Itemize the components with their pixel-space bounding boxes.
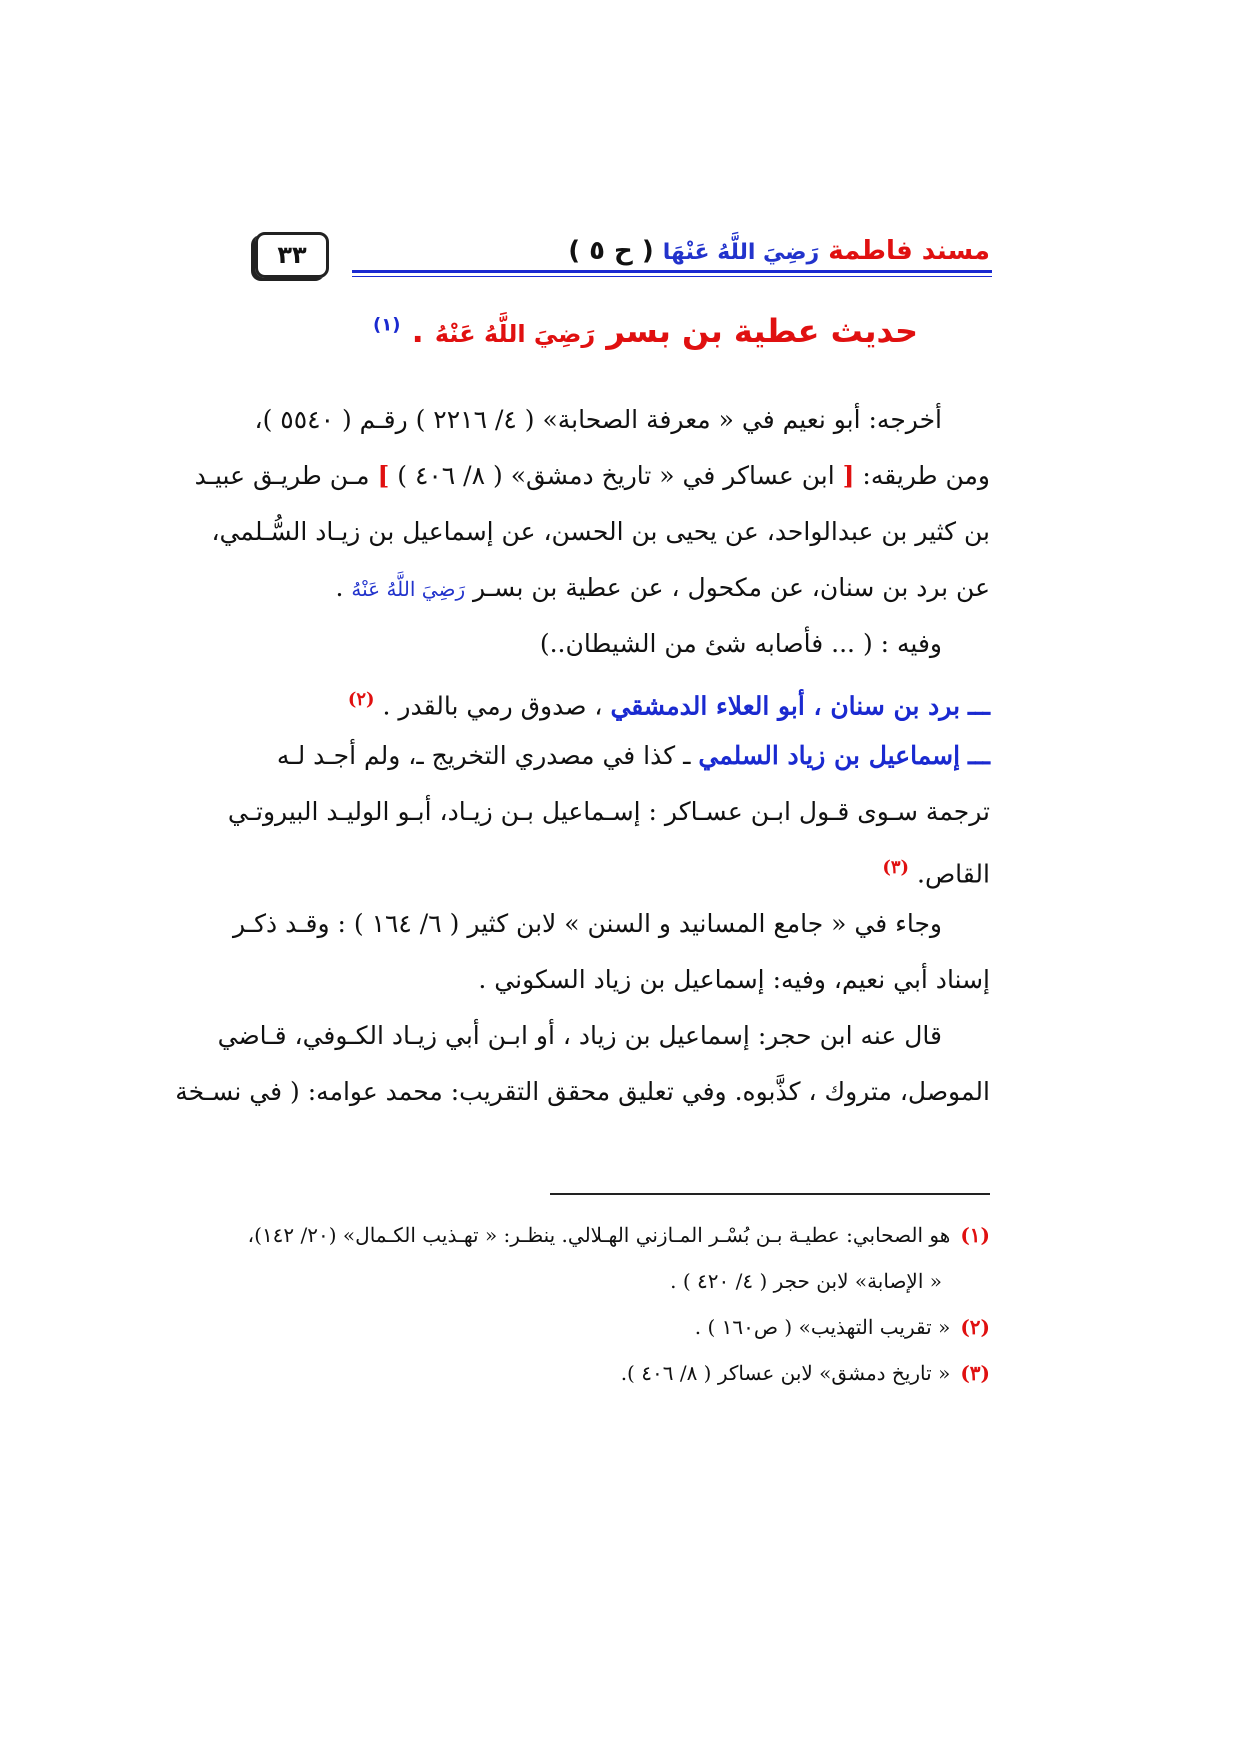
body-line: ترجمة سـوى قـول ابـن عسـاكر : إسـماعيل بـن زيـاد، أبـو الوليـد البيروتـي bbox=[227, 797, 990, 826]
bracket-open: [ bbox=[842, 461, 855, 490]
section-title-honorific: رَضِيَ اللَّهُ عَنْهُ bbox=[434, 320, 596, 348]
text-run: ابن عساكر في « تاريخ دمشق» ( ٨/ ٤٠٦ ) bbox=[389, 461, 843, 490]
running-head bbox=[568, 236, 990, 266]
honorific-inline: رَضِيَ اللَّهُ عَنْهُ bbox=[351, 577, 466, 601]
body-line: قال عنه ابن حجر: إسماعيل بن زياد ، أو ابـن أبي زيـاد الكـوفي، قـاضي bbox=[217, 1021, 942, 1050]
body-line bbox=[250, 672, 990, 728]
body-line: إسناد أبي نعيم، وفيه: إسماعيل بن زياد السكوني . bbox=[478, 965, 990, 994]
header-rule bbox=[352, 270, 992, 273]
footnote-ref-2[interactable]: (٢) bbox=[347, 689, 375, 710]
body-line: بن كثير بن عبدالواحد، عن يحيى بن الحسن، عن إسماعيل بن زيـاد السُّـلمي، bbox=[211, 517, 990, 546]
narrator-dash: ـــ bbox=[968, 691, 990, 721]
running-head-title: مسند فاطمة bbox=[828, 236, 990, 266]
running-head-honorific: رَضِيَ اللَّهُ عَنْهَا bbox=[662, 240, 820, 265]
footnote-text: « الإصابة» لابن حجر ( ٤/ ٤٢٠ ) . bbox=[670, 1269, 942, 1293]
text-run: . bbox=[335, 573, 352, 602]
body-line: أخرجه: أبو نعيم في « معرفة الصحابة» ( ٤/ ٢٢١٦ ) رقـم ( ٥٥٤٠ )، bbox=[254, 405, 942, 434]
header-rule-thin bbox=[352, 276, 992, 277]
footnote-ref-1[interactable]: (١) bbox=[372, 314, 401, 336]
text-run: ـ كذا في مصدري التخريج ـ، ولم أجـد لـه bbox=[276, 741, 691, 770]
body-line bbox=[250, 840, 990, 896]
footnote-number: (٣) bbox=[960, 1361, 990, 1385]
footnote-number: (١) bbox=[960, 1223, 990, 1247]
text-run: القاص. bbox=[917, 859, 990, 889]
page-number bbox=[255, 232, 329, 278]
narrator-dash: ـــ bbox=[968, 741, 990, 770]
footnote-2 bbox=[250, 1304, 990, 1350]
footnotes bbox=[247, 1212, 990, 1396]
text-run: عن برد بن سنان، عن مكحول ، عن عطية بن بسـر bbox=[465, 573, 990, 602]
footnote-text: هو الصحابي: عطيـة بـن بُسْـر المـازني الهـلالي. ينظـر: « تهـذيب الكـمال» (٢٠/ ١٤٢)، bbox=[247, 1223, 951, 1247]
bracket-close: ] bbox=[377, 461, 390, 490]
footnote-1 bbox=[247, 1212, 990, 1258]
footnote-text: « تاريخ دمشق» لابن عساكر ( ٨/ ٤٠٦ ). bbox=[620, 1361, 951, 1385]
narrator-name: إسماعيل بن زياد السلمي bbox=[698, 741, 961, 770]
footnote-ref-3[interactable]: (٣) bbox=[882, 857, 910, 878]
text-run: مـن طريـق عبيـد bbox=[194, 461, 378, 490]
text-run: ، صدوق رمي بالقدر . bbox=[382, 691, 603, 721]
footnote-separator bbox=[550, 1193, 990, 1195]
footnote-text: « تقريب التهذيب» ( ص١٦٠ ) . bbox=[694, 1315, 951, 1339]
text-run: ومن طريقه: bbox=[854, 461, 990, 490]
body-line bbox=[194, 448, 990, 504]
body-line bbox=[250, 728, 990, 784]
footnote-number: (٢) bbox=[960, 1315, 990, 1339]
section-title-end: . bbox=[411, 312, 424, 350]
page-number-text: ٣٣ bbox=[277, 241, 307, 269]
running-head-hadith-no: ( ح ٥ ) bbox=[568, 236, 654, 266]
body-line: وجاء في « جامع المسانيد و السنن » لابن كثير ( ٦/ ١٦٤ ) : وقـد ذكـر bbox=[232, 909, 942, 938]
body-text bbox=[175, 392, 990, 1120]
body-line bbox=[250, 560, 990, 616]
footnote-3 bbox=[250, 1350, 990, 1396]
section-title bbox=[373, 312, 918, 350]
body-line: وفيه : ( ... فأصابه شئ من الشيطان..) bbox=[539, 629, 942, 658]
section-title-text: حديث عطية بن بسر bbox=[606, 312, 918, 350]
narrator-name: برد بن سنان ، أبو العلاء الدمشقي bbox=[610, 691, 961, 721]
footnote-1-continued bbox=[250, 1258, 990, 1304]
body-line: الموصل، متروك ، كذَّبوه. وفي تعليق محقق التقريب: محمد عوامه: ( في نسـخة bbox=[175, 1077, 990, 1106]
